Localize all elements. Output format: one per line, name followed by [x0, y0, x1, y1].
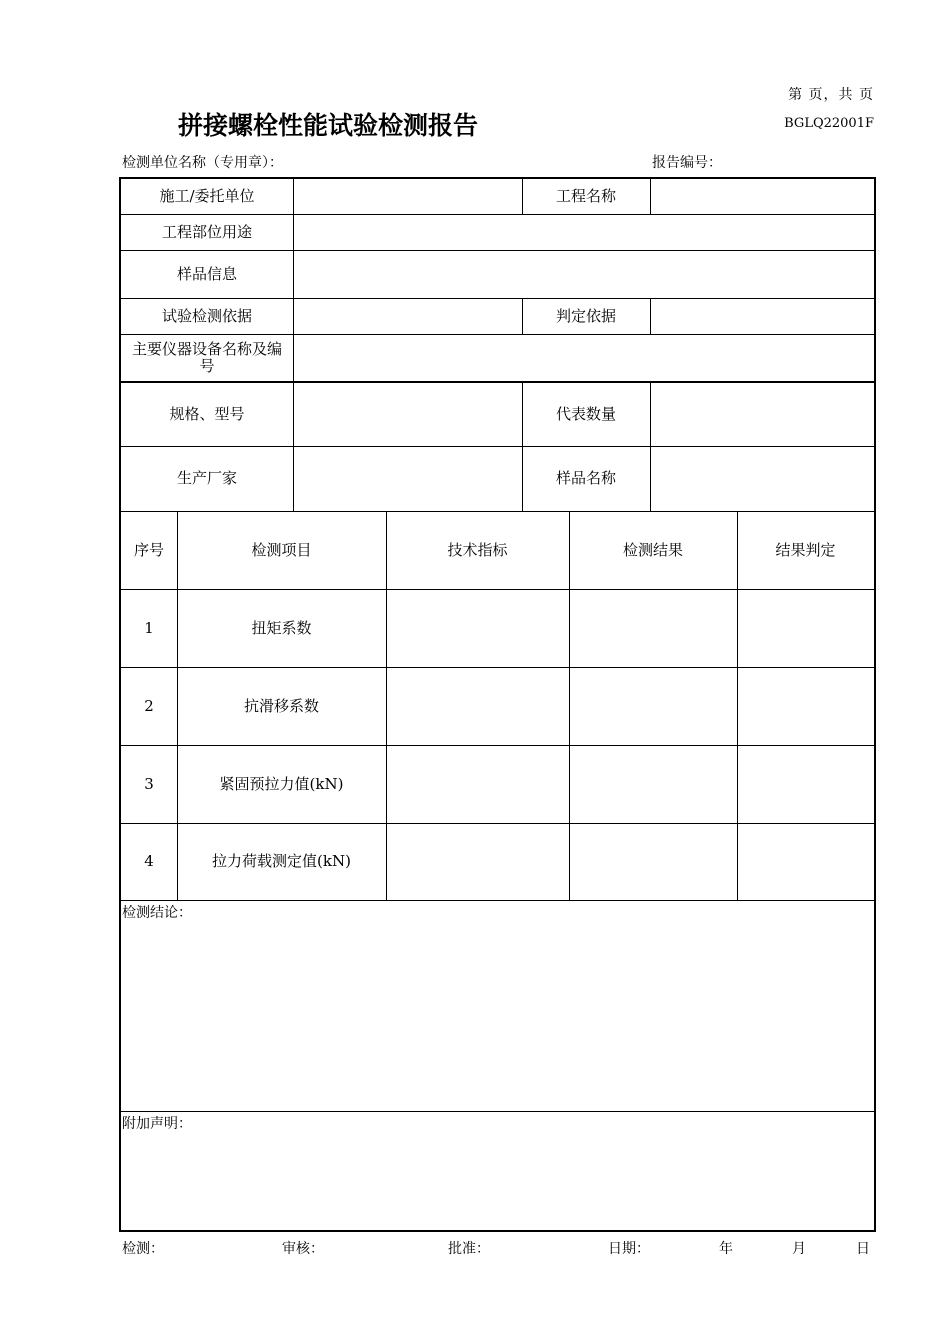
statement-area[interactable] — [121, 1132, 874, 1228]
report-title: 拼接螺栓性能试验检测报告 — [178, 111, 479, 140]
row-result-cell[interactable] — [569, 823, 737, 900]
row-judgement-cell[interactable] — [737, 823, 874, 900]
col-header-judgement: 结果判定 — [775, 540, 836, 559]
instrument-label: 主要仪器设备名称及编号 — [131, 339, 282, 375]
sample-info-label: 样品信息 — [176, 264, 237, 283]
report-form-table — [119, 177, 876, 1232]
row-result-cell[interactable] — [569, 745, 737, 823]
day-label: 日 — [856, 1241, 870, 1257]
testing-unit-label: 检测单位名称（专用章）： — [122, 155, 283, 171]
row-judgement-cell[interactable] — [737, 589, 874, 667]
judge-basis-label: 判定依据 — [555, 306, 616, 325]
client-value[interactable] — [293, 179, 522, 214]
statement-label: 附加声明： — [122, 1116, 192, 1132]
row-item: 扭矩系数 — [251, 618, 312, 637]
sample-name-value[interactable] — [650, 446, 874, 511]
col-header-spec: 技术指标 — [447, 540, 508, 559]
instrument-value[interactable] — [293, 334, 874, 381]
col-header-result: 检测结果 — [622, 540, 683, 559]
row-spec-cell[interactable] — [386, 667, 569, 745]
spec-value[interactable] — [293, 383, 522, 446]
row-item: 拉力荷载测定值(kN) — [212, 852, 351, 870]
spec-label: 规格、型号 — [169, 405, 245, 423]
col-header-item: 检测项目 — [251, 540, 312, 559]
row-spec-cell[interactable] — [386, 823, 569, 900]
row-judgement-cell[interactable] — [737, 745, 874, 823]
project-part-label: 工程部位用途 — [161, 222, 252, 241]
col-header-no: 序号 — [133, 540, 164, 559]
row-result-cell[interactable] — [569, 667, 737, 745]
manufacturer-value[interactable] — [293, 446, 522, 511]
row-no: 2 — [144, 696, 154, 715]
row-no: 3 — [144, 774, 154, 793]
manufacturer-label: 生产厂家 — [176, 469, 237, 487]
test-basis-value[interactable] — [293, 298, 522, 334]
conclusion-area[interactable] — [121, 921, 874, 1109]
month-label: 月 — [792, 1241, 806, 1257]
row-no: 1 — [144, 618, 154, 637]
quantity-value[interactable] — [650, 383, 874, 446]
quantity-label: 代表数量 — [555, 405, 616, 423]
row-result-cell[interactable] — [569, 589, 737, 667]
judge-basis-value[interactable] — [650, 298, 874, 334]
date-label: 日期： — [608, 1241, 650, 1257]
year-label: 年 — [719, 1241, 733, 1257]
row-spec-cell[interactable] — [386, 589, 569, 667]
approver-label: 批准： — [448, 1241, 490, 1257]
project-name-value[interactable] — [650, 179, 874, 214]
project-name-label: 工程名称 — [555, 187, 616, 205]
conclusion-label: 检测结论： — [122, 905, 192, 921]
client-label: 施工/委托单位 — [159, 187, 255, 205]
tester-label: 检测： — [122, 1241, 164, 1257]
form-code: BGLQ22001F — [784, 116, 874, 131]
sample-name-label: 样品名称 — [555, 469, 616, 487]
test-basis-label: 试验检测依据 — [161, 306, 252, 325]
row-item: 紧固预拉力值(kN) — [219, 774, 344, 793]
row-judgement-cell[interactable] — [737, 667, 874, 745]
row-spec-cell[interactable] — [386, 745, 569, 823]
project-part-value[interactable] — [293, 214, 874, 250]
page-indicator: 第 页，共 页 — [788, 87, 874, 103]
report-number-label: 报告编号： — [652, 155, 722, 171]
row-no: 4 — [144, 852, 154, 870]
sample-info-value[interactable] — [293, 250, 874, 298]
row-item: 抗滑移系数 — [243, 696, 319, 715]
reviewer-label: 审核： — [282, 1241, 324, 1257]
